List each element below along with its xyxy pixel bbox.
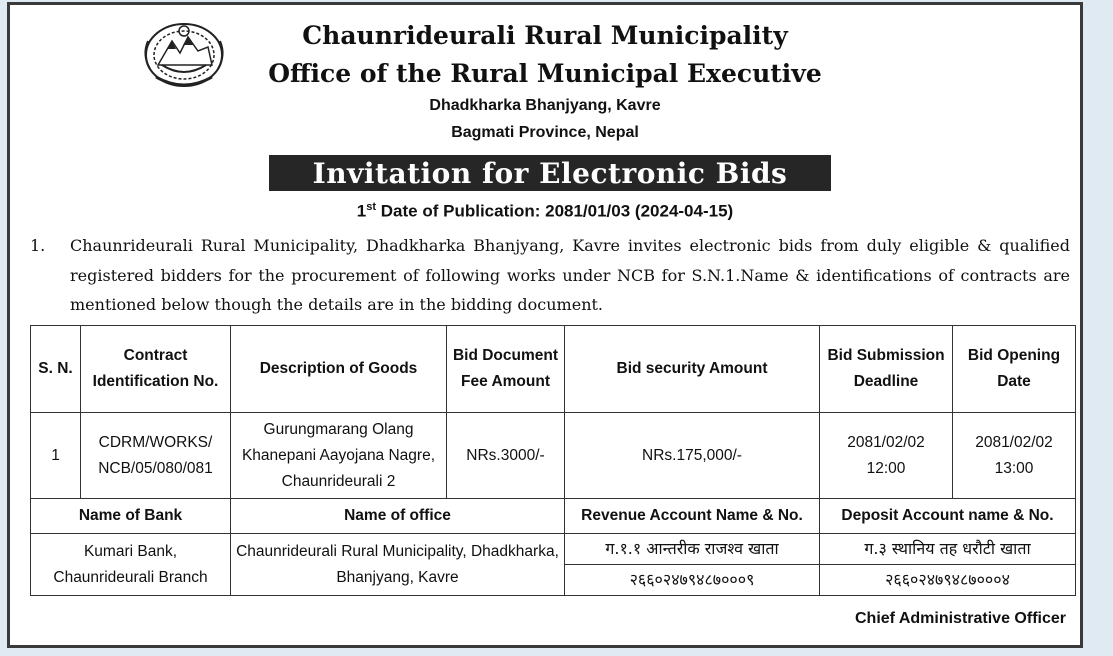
- header-revenue-account: Revenue Account Name & No.: [565, 499, 820, 534]
- opening-date: 2081/02/02: [975, 433, 1053, 451]
- cell-opening: [953, 413, 1076, 499]
- submission-date: 2081/02/02: [847, 433, 925, 451]
- table-row: [31, 413, 1076, 499]
- paragraph-number: 1.: [30, 236, 46, 255]
- cell-office-name: Chaunrideurali Rural Municipality, Dhadkharka, Bhanjyang, Kavre: [231, 534, 565, 596]
- cell-security: NRs.175,000/-: [565, 413, 820, 499]
- cell-description: Gurungmarang Olang Khanepani Aayojana Nagre, Chaunrideurali 2: [231, 413, 447, 499]
- bank-row: [31, 534, 1076, 565]
- address-line-2: Bagmati Province, Nepal: [451, 124, 639, 141]
- header-description: Description of Goods: [231, 326, 447, 413]
- cell-bank-name: Kumari Bank, Chaunrideurali Branch: [31, 534, 231, 596]
- pub-number: 1: [356, 201, 367, 221]
- pub-ordinal: st: [366, 201, 377, 213]
- signatory-title: Chief Administrative Officer: [854, 610, 1066, 627]
- paragraph-text: Chaunrideurali Rural Municipality, Dhadkharka Bhanjyang, Kavre invites electronic bids from duly eligible & qualified registered bidders for the procurement of following works under NCB for S.N.1.Name & identifications of contracts are mentioned below though the details are in the bidding document.: [70, 236, 1070, 314]
- table-header-row: [31, 326, 1076, 413]
- cell-contract-id: CDRM/WORKS/ NCB/05/080/081: [81, 413, 231, 499]
- cell-submission: [820, 413, 953, 499]
- cell-deposit-number: २६६०२४७९४८७०००४: [820, 565, 1076, 596]
- header-deposit-account: Deposit Account name & No.: [820, 499, 1076, 534]
- cell-revenue-number: २६६०२४७९४८७०००९: [565, 565, 820, 596]
- header-contract-id: Contract Identification No.: [81, 326, 231, 413]
- address-line-1: Dhadkharka Bhanjyang, Kavre: [429, 97, 661, 114]
- cell-fee: NRs.3000/-: [447, 413, 565, 499]
- header-fee: Bid Document Fee Amount: [447, 326, 565, 413]
- header-security: Bid security Amount: [565, 326, 820, 413]
- municipality-name: Chaunrideurali Rural Municipality: [302, 21, 788, 50]
- cell-sn: 1: [31, 413, 81, 499]
- header-bank-name: Name of Bank: [31, 499, 231, 534]
- header-submission: Bid Submission Deadline: [820, 326, 953, 413]
- cell-deposit-name: ग.३ स्थानिय तह धरौटी खाता: [820, 534, 1076, 565]
- header-sn: S. N.: [31, 326, 81, 413]
- banner-title: Invitation for Electronic Bids: [269, 155, 831, 191]
- cell-revenue-name: ग.१.१ आन्तरीक राजश्व खाता: [565, 534, 820, 565]
- submission-time: 12:00: [866, 459, 906, 477]
- header-office-name: Name of office: [231, 499, 565, 534]
- opening-time: 13:00: [994, 459, 1034, 477]
- bid-table: [30, 325, 1076, 596]
- office-name: Office of the Rural Municipal Executive: [268, 59, 822, 88]
- bank-header-row: [31, 499, 1076, 534]
- publication-date: [10, 201, 1080, 222]
- pub-text: Date of Publication: 2081/01/03 (2024-04-15): [376, 201, 734, 221]
- notice-page: [7, 2, 1083, 648]
- header-opening: Bid Opening Date: [953, 326, 1076, 413]
